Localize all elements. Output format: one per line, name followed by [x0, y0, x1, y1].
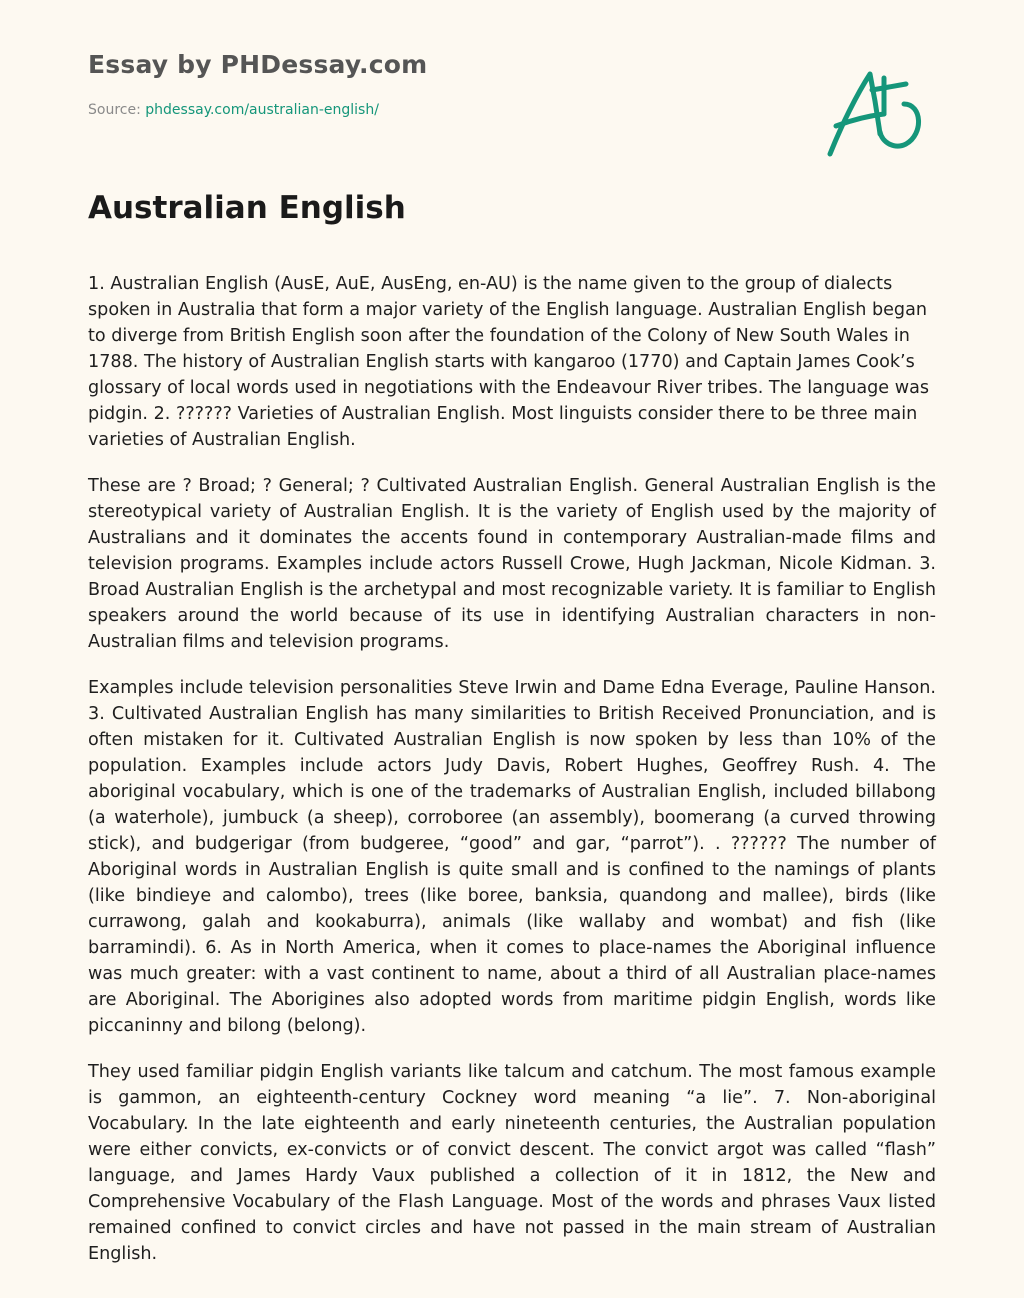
paragraph: Examples include television personalities Steve Irwin and Dame Edna Everage, Pauline Hanson. 3. Cultivated Australian English has many similarities to British Received Pronunciation, and is often mistaken for it. Cultivated Australian English is now spoken by less than 10% of the population. Examples include actors Judy Davis, Robert Hughes, Geoffrey Rush. 4. The aboriginal vocabulary, which is one of the trademarks of Australian English, included billabong (a waterhole), jumbuck (a sheep), corroboree (an assembly), boomerang (a curved throwing stick), and budgerigar (from budgeree, “good” and gar, “parrot”). . ?????? The number of Aboriginal words in Australian English is quite small and is confined to the namings of plants (like bindieye and calombo), trees (like boree, banksia, quandong and mallee), birds (like currawong, galah and kookaburra), animals (like wallaby and wombat) and fish (like barramindi). 6. As in North America, when it comes to place-names the Aboriginal influence was much greater: with a vast continent to name, about a third of all Australian place-names are Aboriginal. The Aborigines also adopted words from maritime pidgin English, words like piccaninny and bilong (belong). [88, 678, 936, 1036]
source-line [88, 102, 379, 118]
essay-body [88, 271, 936, 1264]
page-title: Australian English [88, 190, 406, 226]
paragraph: They used familiar pidgin English variants like talcum and catchum. The most famous example is gammon, an eighteenth-century Cockney word meaning “a lie”. 7. Non-aboriginal Vocabulary. In the late eighteenth and early nineteenth centuries, the Australian population were either convicts, ex-convicts or of convict descent. The convict argot was called “flash” language, and James Hardy Vaux published a collection of it in 1812, the New and Comprehensive Vocabulary of the Flash Language. Most of the words and phrases Vaux listed remained confined to convict circles and have not passed in the main stream of Australian English. [88, 1062, 936, 1264]
paragraph: These are ? Broad; ? General; ? Cultivated Australian English. General Australian English is the stereotypical variety of Australian English. It is the variety of English used by the majority of Australians and it dominates the accents found in contemporary Australian-made films and television programs. Examples include actors Russell Crowe, Hugh Jackman, Nicole Kidman. 3. Broad Australian English is the archetypal and most recognizable variety. It is familiar to English speakers around the world because of its use in identifying Australian characters in non-Australian films and television programs. [88, 476, 936, 652]
source-label: Source: [88, 102, 146, 118]
source-link[interactable]: phdessay.com/australian-english/ [145, 102, 379, 118]
paragraph: 1. Australian English (AusE, AuE, AusEng, en-AU) is the name given to the group of dialects spoken in Australia that form a major variety of the English language. Australian English began to diverge from British English soon after the foundation of the Colony of New South Wales in 1788. The history of Australian English starts with kangaroo (1770) and Captain James Cook’s glossary of local words used in negotiations with the Endeavour River tribes. The language was pidgin. 2. ?????? Varieties of Australian English. Most linguists consider there to be three main varieties of Australian English. [88, 274, 930, 450]
a-plus-logo-icon [822, 64, 932, 160]
site-brand: Essay by PHDessay.com [88, 50, 428, 79]
